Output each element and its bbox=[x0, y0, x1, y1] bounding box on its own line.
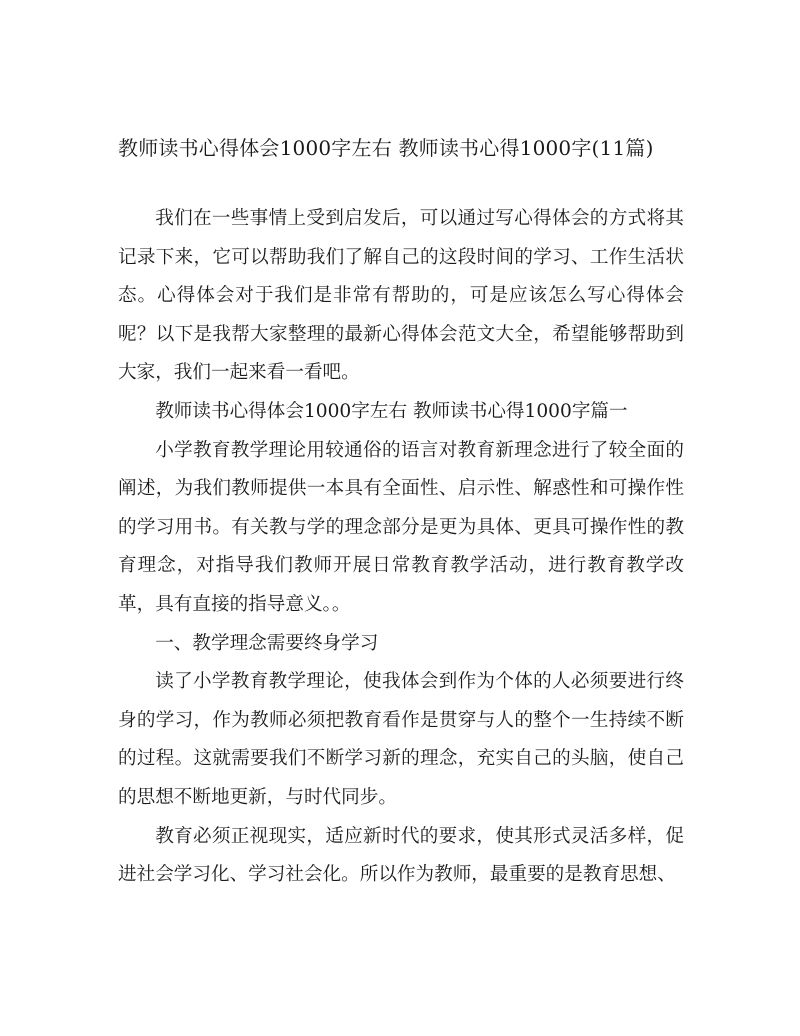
body-paragraph-1: 小学教育教学理论用较通俗的语言对教育新理念进行了较全面的阐述，为我们教师提供一本具有全面性、启示性、解惑性和可操作性的学习用书。有关教与学的理念部分是更为具体、更具可操作性的教育理念，对指导我们教师开展日常教育教学活动，进行教育教学改革，具有直接的指导意义。。 bbox=[118, 439, 684, 615]
intro-paragraph: 我们在一些事情上受到启发后，可以通过写心得体会的方式将其记录下来，它可以帮助我们了解自己的这段时间的学习、工作生活状态。心得体会对于我们是非常有帮助的，可是应该怎么写心得体会呢？以下是我帮大家整理的最新心得体会范文大全，希望能够帮助到大家，我们一起来看一看吧。 bbox=[118, 208, 684, 384]
body-paragraph-2: 读了小学教育教学理论，使我体会到作为个体的人必须要进行终身的学习，作为教师必须把教育看作是贯穿与人的整个一生持续不断的过程。这就需要我们不断学习新的理念，充实自己的头脑，使自己的思想不断地更新，与时代同步。 bbox=[118, 671, 684, 808]
document-title: 教师读书心得体会1000字左右 教师读书心得1000字(11篇) bbox=[118, 136, 654, 160]
document-body bbox=[118, 200, 684, 895]
section-subtitle: 教师读书心得体会1000字左右 教师读书心得1000字篇一 bbox=[155, 400, 628, 422]
section-heading: 一、教学理念需要终身学习 bbox=[155, 632, 379, 654]
body-paragraph-3: 教育必须正视现实，适应新时代的要求，使其形式灵活多样，促进社会学习化、学习社会化。所以作为教师，最重要的是教育思想、 bbox=[118, 825, 684, 886]
